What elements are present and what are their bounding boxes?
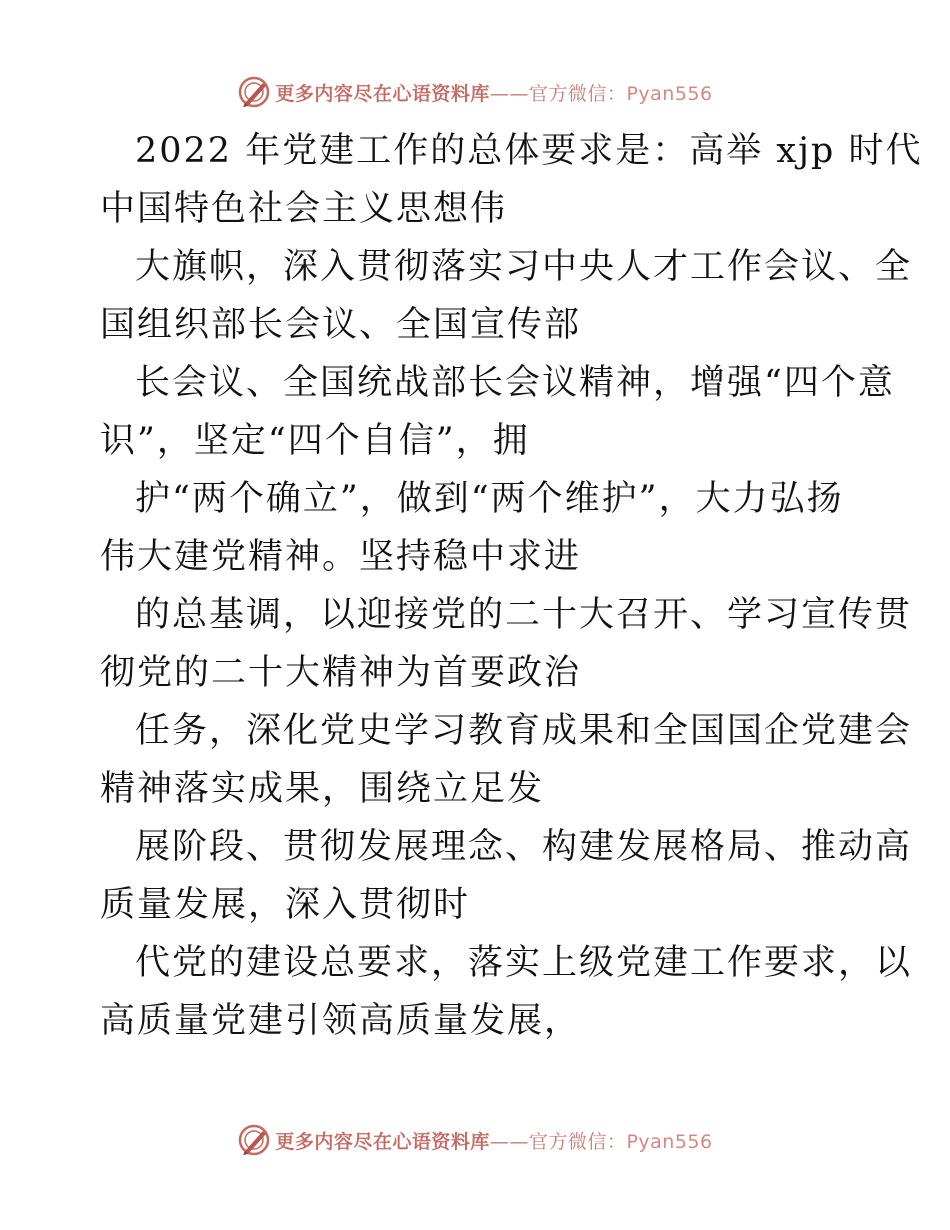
paragraph-line: 护“两个确立”，做到“两个维护”，大力弘扬 [135, 479, 844, 519]
paragraph-line: 精神落实成果，围绕立足发 [100, 769, 545, 809]
paragraph-line: 代党的建设总要求，落实上级党建工作要求，以 [135, 943, 913, 983]
watermark-brand: 更多内容尽在心语资料库 [275, 1130, 490, 1153]
header-watermark [0, 72, 950, 112]
watermark-brand: 更多内容尽在心语资料库 [275, 82, 490, 105]
watermark-text [275, 1127, 712, 1154]
watermark-account-label: 官方微信： [528, 82, 627, 105]
watermark-account-id: Pyan556 [626, 1130, 713, 1153]
watermark-text [275, 79, 712, 106]
paragraph-line: 彻党的二十大精神为首要政治 [100, 653, 582, 693]
footer-watermark [0, 1120, 950, 1160]
paragraph-line: 2022 年党建工作的总体要求是：高举 xjp 时代 [135, 131, 923, 171]
paragraph-line: 中国特色社会主义思想伟 [100, 189, 508, 229]
paragraph-line: 质量发展，深入贯彻时 [100, 885, 471, 925]
pen-seal-icon [237, 75, 271, 109]
watermark-separator: —— [489, 1130, 529, 1153]
watermark-account-id: Pyan556 [626, 82, 713, 105]
document-body [100, 122, 923, 1050]
paragraph-line: 展阶段、贯彻发展理念、构建发展格局、推动高 [135, 827, 913, 867]
paragraph-line: 大旗帜，深入贯彻落实习中央人才工作会议、全 [135, 247, 913, 287]
paragraph-line: 伟大建党精神。坚持稳中求进 [100, 537, 582, 577]
paragraph-line: 识”，坚定“四个自信”，拥 [100, 421, 530, 461]
paragraph-line: 任务，深化党史学习教育成果和全国国企党建会 [135, 711, 913, 751]
paragraph-line: 高质量党建引领高质量发展， [100, 1001, 582, 1041]
paragraph-line: 国组织部长会议、全国宣传部 [100, 305, 582, 345]
paragraph-line: 长会议、全国统战部长会议精神，增强“四个意 [135, 363, 895, 403]
watermark-separator: —— [489, 82, 529, 105]
paragraph-line: 的总基调，以迎接党的二十大召开、学习宣传贯 [135, 595, 913, 635]
watermark-account-label: 官方微信： [528, 1130, 627, 1153]
pen-seal-icon [237, 1123, 271, 1157]
